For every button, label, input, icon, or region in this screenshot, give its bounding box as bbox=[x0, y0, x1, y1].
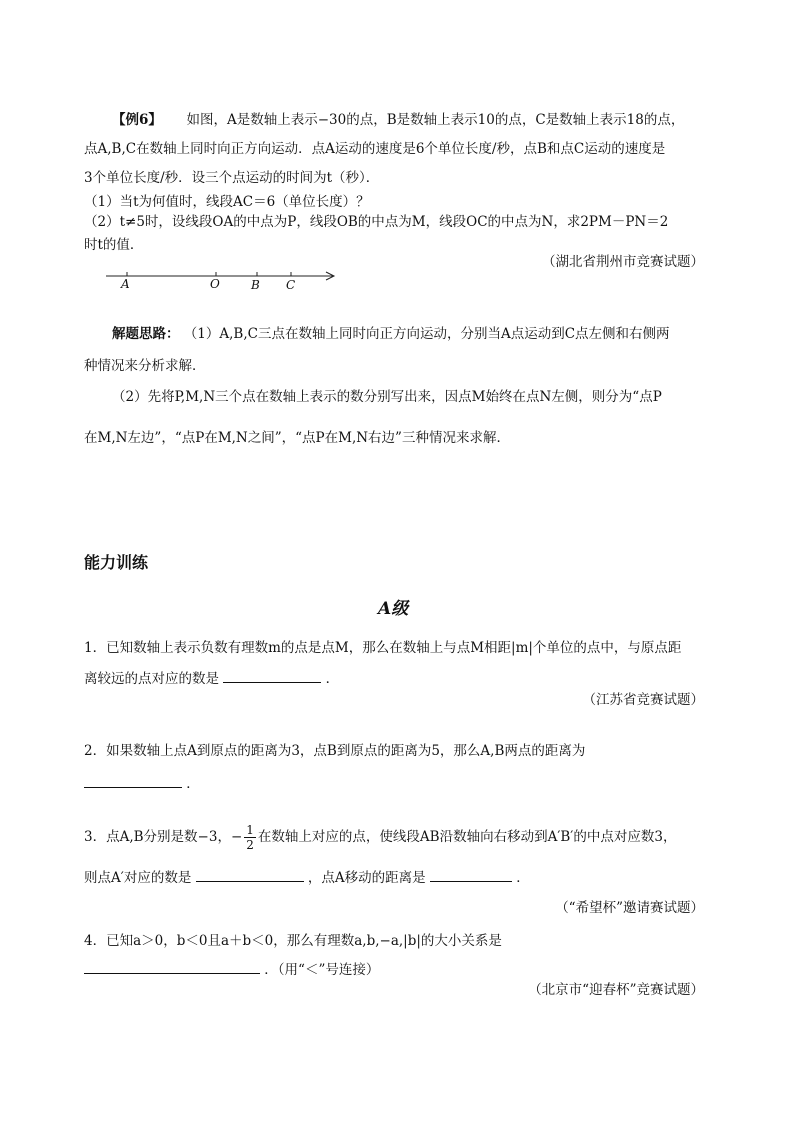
problem-1-end: ． bbox=[325, 671, 340, 687]
problem-3-line-2 bbox=[84, 866, 530, 886]
problem-2-end: ． bbox=[186, 776, 200, 792]
problem-1-line-1: 1．已知数轴上表示负数有理数m的点是点M，那么在数轴上与点M相距|m|个单位的点中，与原点距 bbox=[84, 640, 682, 656]
example-line-3: 3个单位长度/秒．设三个点运动的时间为t（秒）． bbox=[84, 170, 380, 186]
example-question-2-cont: 时t的值． bbox=[84, 237, 144, 253]
example-source: （湖北省荆州市竞赛试题） bbox=[542, 254, 704, 270]
problem-3-text-2: 在数轴上对应的点，使线段AB沿数轴向右移动到A′B′的中点对应数3， bbox=[257, 829, 677, 845]
problem-3-text-3: 则点A′对应的数是 bbox=[84, 870, 192, 886]
number-line-figure bbox=[100, 264, 350, 298]
problem-3-blank-1 bbox=[196, 867, 304, 882]
thinking-line-3: （2）先将P,M,N三个点在数轴上表示的数分别写出来，因点M始终在点N左侧，则分为“点P bbox=[112, 389, 662, 405]
problem-3-text-4: ，点A移动的距离是 bbox=[307, 870, 426, 886]
problem-4-source: （北京市“迎春杯”竞赛试题） bbox=[528, 982, 704, 998]
example-text-1: 如图，A是数轴上表示−30的点，B是数轴上表示10的点，C是数轴上表示18的点， bbox=[186, 112, 685, 128]
problem-2-line-2 bbox=[84, 772, 200, 792]
problem-2-line-1: 2．如果数轴上点A到原点的距离为3，点B到原点的距离为5，那么A,B两点的距离为 bbox=[84, 743, 586, 759]
problem-1-source: （江苏省竞赛试题） bbox=[582, 692, 704, 708]
fraction-denominator: 2 bbox=[246, 838, 254, 852]
problem-3-end: ． bbox=[516, 870, 530, 886]
thinking-text-1: （1）A,B,C三点在数轴上同时向正方向运动，分别当A点运动到C点左侧和右侧两 bbox=[183, 326, 670, 342]
problem-3-fraction bbox=[244, 823, 256, 852]
section-title: 能力训练 bbox=[84, 553, 149, 572]
axis-label-c: C bbox=[286, 278, 296, 292]
axis-label-b: B bbox=[251, 278, 260, 292]
problem-4-line-2 bbox=[84, 958, 379, 978]
thinking-label: 解题思路： bbox=[112, 326, 180, 342]
problem-3-minus: − bbox=[230, 829, 243, 845]
problem-3-line-1 bbox=[84, 823, 676, 852]
fraction-numerator: 1 bbox=[246, 823, 254, 837]
problem-3-blank-2 bbox=[430, 867, 512, 882]
problem-1-text: 离较远的点对应的数是 bbox=[84, 671, 219, 687]
problem-4-blank bbox=[84, 959, 260, 974]
axis-label-o: O bbox=[210, 277, 220, 291]
example-line-1 bbox=[112, 108, 684, 128]
problem-3-source: （“希望杯”邀请赛试题） bbox=[555, 900, 704, 916]
level-title: A级 bbox=[378, 599, 409, 619]
thinking-line-4: 在M,N左边”，“点P在M,N之间”，“点P在M,N右边”三种情况来求解． bbox=[84, 430, 510, 446]
axis-label-a: A bbox=[121, 277, 130, 291]
problem-2-blank bbox=[84, 773, 182, 788]
problem-4-line-1: 4．已知a＞0，b＜0且a＋b＜0，那么有理数a,b,−a,|b|的大小关系是 bbox=[84, 933, 502, 949]
example-question-1: （1）当t为何值时，线段AC＝6（单位长度）？ bbox=[84, 194, 370, 210]
example-tag: 【例6】 bbox=[112, 112, 162, 128]
example-question-2: （2）t≠5时，设线段OA的中点为P，线段OB的中点为M，线段OC的中点为N，求2PM－PN＝2 bbox=[84, 214, 669, 230]
problem-3-text-1: 3．点A,B分别是数−3， bbox=[84, 829, 231, 845]
example-line-2: 点A,B,C在数轴上同时向正方向运动．点A运动的速度是6个单位长度/秒，点B和点C运动的速度是 bbox=[84, 141, 666, 157]
problem-1-line-2 bbox=[84, 667, 339, 687]
problem-1-blank bbox=[223, 668, 321, 683]
problem-4-end: ．（用“＜”号连接） bbox=[264, 962, 380, 978]
thinking-line-1 bbox=[112, 322, 670, 342]
thinking-line-2: 种情况来分析求解． bbox=[84, 358, 206, 374]
